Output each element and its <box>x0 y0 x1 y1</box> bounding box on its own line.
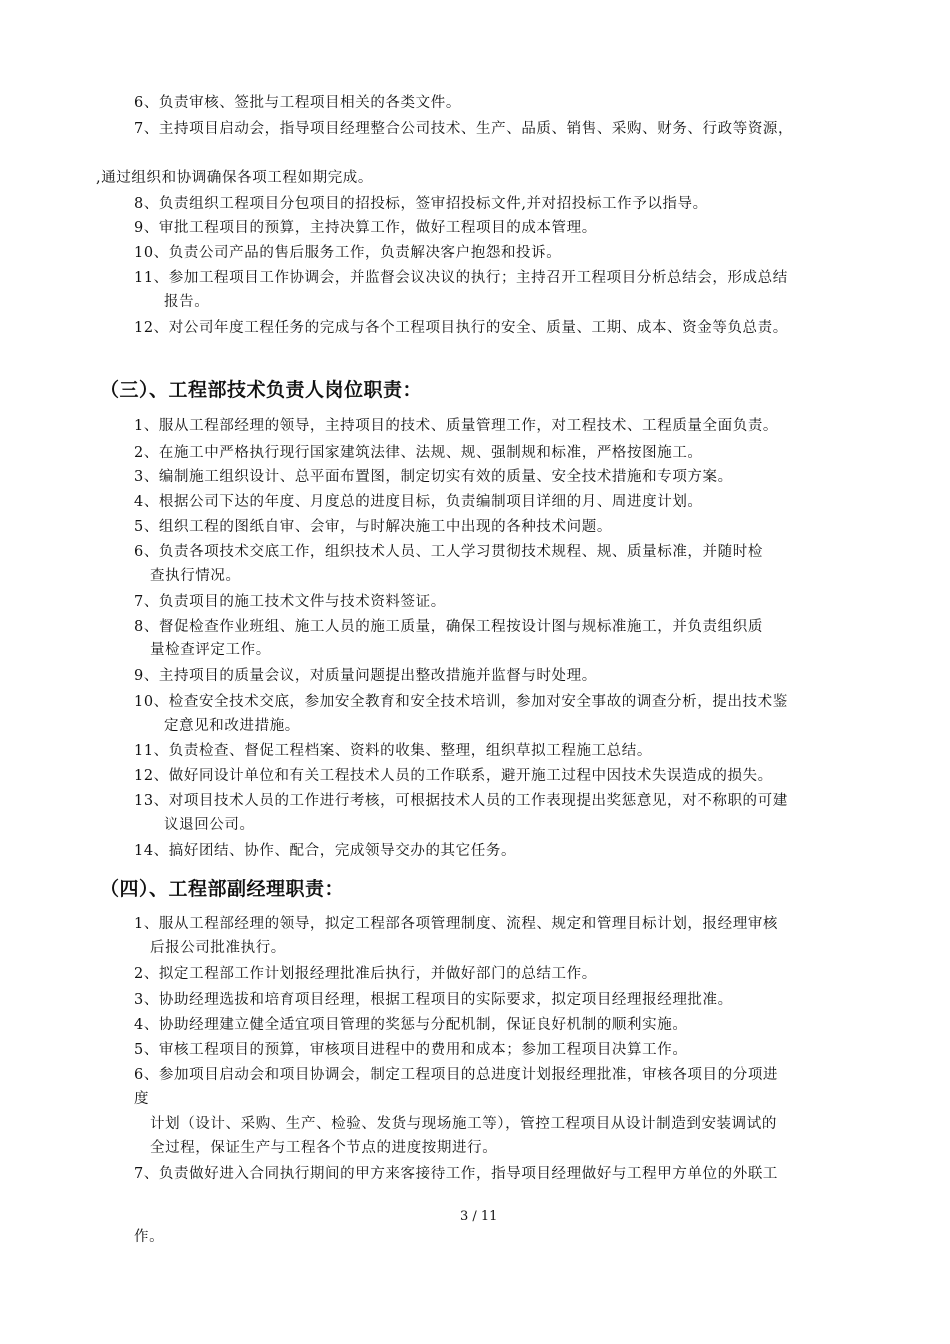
text-line: 10、负责公司产品的售后服务工作，负责解决客户抱怨和投诉。 <box>134 245 562 261</box>
text-line: 5、组织工程的图纸自审、会审，与时解决施工中出现的各种技术问题。 <box>134 519 612 535</box>
page-number: 3 / 11 <box>460 1209 498 1224</box>
text-line: 1、服从工程部经理的领导，主持项目的技术、质量管理工作，对工程技术、工程质量全面负责。 <box>134 418 779 434</box>
text-line: 14、搞好团结、协作、配合，完成领导交办的其它任务。 <box>134 843 517 859</box>
text-line: 报告。 <box>164 294 210 310</box>
section-heading-4: （四）、工程部副经理职责： <box>100 878 345 900</box>
text-line: 3、协助经理选拔和培育项目经理，根据工程项目的实际要求，拟定项目经理报经理批准。 <box>134 992 733 1008</box>
text-line: 8、督促检查作业班组、施工人员的施工质量，确保工程按设计图与规标准施工，并负责组织质 <box>134 619 763 635</box>
text-line: 2、拟定工程部工作计划报经理批准后执行，并做好部门的总结工作。 <box>134 966 597 982</box>
text-line: 11、参加工程项目工作协调会，并监督会议决议的执行；主持召开工程项目分析总结会，形成总结 <box>134 270 788 286</box>
text-line: 计划（设计、采购、生产、检验、发货与现场施工等），管控工程项目从设计制造到安装调试的 <box>150 1116 777 1132</box>
text-line: 量检查评定工作。 <box>150 642 271 658</box>
text-line: 3、编制施工组织设计、总平面布置图，制定切实有效的质量、安全技术措施和专项方案。 <box>134 469 733 485</box>
text-line: 6、负责各项技术交底工作，组织技术人员、工人学习贯彻技术规程、规、质量标准，并随时检 <box>134 544 763 560</box>
text-line: 12、对公司年度工程任务的完成与各个工程项目执行的安全、质量、工期、成本、资金等负总责。 <box>134 320 788 336</box>
text-line: 7、主持项目启动会，指导项目经理整合公司技术、生产、品质、销售、采购、财务、行政等资源， <box>134 121 794 137</box>
section-heading-3: （三）、工程部技术负责人岗位职责： <box>100 379 423 401</box>
text-line: 1、服从工程部经理的领导，拟定工程部各项管理制度、流程、规定和管理目标计划，报经理审核 <box>134 916 779 932</box>
text-line: 8、负责组织工程项目分包项目的招投标，签审招投标文件,并对招投标工作予以指导。 <box>134 196 708 212</box>
text-line: 后报公司批准执行。 <box>150 940 286 956</box>
text-line: 9、主持项目的质量会议，对质量问题提出整改措施并监督与时处理。 <box>134 668 597 684</box>
text-line: 6、参加项目启动会和项目协调会，制定工程项目的总进度计划报经理批准，审核各项目的分项进 <box>134 1067 779 1083</box>
text-line: 12、做好同设计单位和有关工程技术人员的工作联系，避开施工过程中因技术失误造成的损失。 <box>134 768 773 784</box>
text-line: 11、负责检查、督促工程档案、资料的收集、整理，组织草拟工程施工总结。 <box>134 743 652 759</box>
text-line: 4、根据公司下达的年度、月度总的进度目标，负责编制项目详细的月、周进度计划。 <box>134 494 703 510</box>
text-line: 10、检查安全技术交底，参加安全教育和安全技术培训，参加对安全事故的调查分析，提出技术鉴 <box>134 694 788 710</box>
text-line: ,通过组织和协调确保各项工程如期完成。 <box>96 170 374 186</box>
text-line: 4、协助经理建立健全适宜项目管理的奖惩与分配机制，保证良好机制的顺利实施。 <box>134 1017 688 1033</box>
text-line: 查执行情况。 <box>150 568 241 584</box>
text-line: 定意见和改进措施。 <box>164 718 300 734</box>
text-line: 6、负责审核、签批与工程项目相关的各类文件。 <box>134 95 461 111</box>
text-line: 7、负责做好进入合同执行期间的甲方来客接待工作，指导项目经理做好与工程甲方单位的外联工 <box>134 1166 779 1182</box>
text-line: 2、在施工中严格执行现行国家建筑法律、法规、规、强制规和标准，严格按图施工。 <box>134 445 703 461</box>
text-line: 7、负责项目的施工技术文件与技术资料签证。 <box>134 594 446 610</box>
text-line: 全过程，保证生产与工程各个节点的进度按期进行。 <box>150 1140 498 1156</box>
text-line: 作。 <box>134 1229 165 1245</box>
text-line: 5、审核工程项目的预算，审核项目进程中的费用和成本；参加工程项目决算工作。 <box>134 1042 688 1058</box>
text-line: 9、审批工程项目的预算，主持决算工作，做好工程项目的成本管理。 <box>134 220 597 236</box>
text-line: 度 <box>134 1091 150 1107</box>
text-line: 13、对项目技术人员的工作进行考核，可根据技术人员的工作表现提出奖惩意见，对不称职的可建 <box>134 793 788 809</box>
text-line: 议退回公司。 <box>164 817 255 833</box>
